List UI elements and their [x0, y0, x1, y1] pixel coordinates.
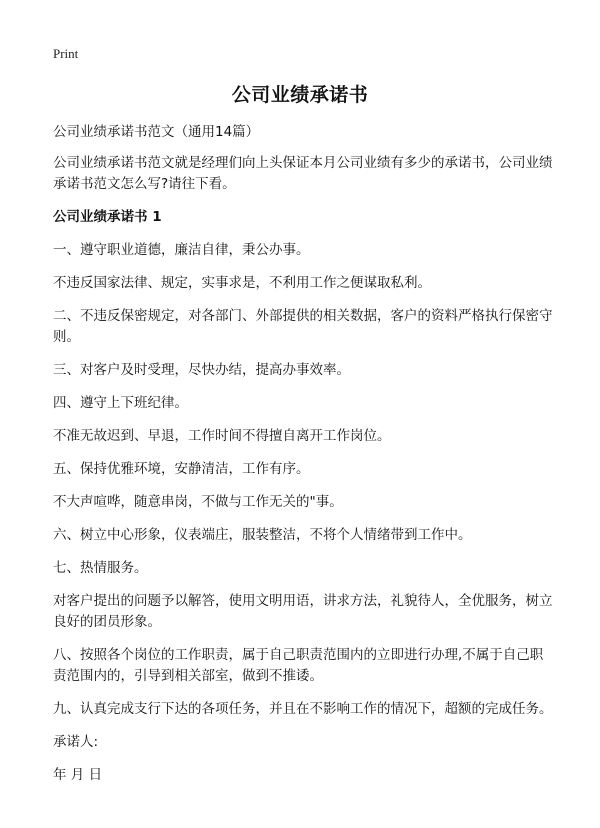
paragraph-13: 九、认真完成支行下达的各项任务，并且在不影响工作的情况下，超额的完成任务。 [53, 701, 553, 717]
document-title: 公司业绩承诺书 [231, 84, 369, 106]
paragraph-1: 一、遵守职业道德，廉洁自律，秉公办事。 [53, 242, 310, 258]
date-line: 年 月 日 [53, 767, 103, 783]
print-link[interactable]: Print [53, 46, 79, 61]
paragraph-7: 五、保持优雅环境，安静清洁，工作有序。 [53, 461, 310, 477]
paragraph-3: 二、不违反保密规定，对各部门、外部提供的相关数据，客户的资料严格执行保密守则。 [53, 308, 553, 345]
paragraph-10: 七、热情服务。 [53, 560, 148, 576]
document-subtitle: 公司业绩承诺书范文（通用14篇） [53, 124, 260, 140]
paragraph-6: 不准无故迟到、早退，工作时间不得擅自离开工作岗位。 [53, 428, 391, 444]
document-body [53, 122, 553, 798]
paragraph-4: 三、对客户及时受理，尽快办结，提高办事效率。 [53, 362, 350, 378]
paragraph-2: 不违反国家法律、规定，实事求是，不利用工作之便谋取私利。 [53, 275, 431, 291]
paragraph-12: 八、按照各个岗位的工作职责，属于自己职责范围内的立即进行办理,不属于自己职责范围内的，引导到相关部室，做到不推诿。 [53, 647, 544, 684]
intro-paragraph: 公司业绩承诺书范文就是经理们向上头保证本月公司业绩有多少的承诺书，公司业绩承诺书范文怎么写?请往下看。 [53, 155, 553, 192]
signer-label: 承诺人: [53, 734, 99, 750]
paragraph-8: 不大声喧哗，随意串岗，不做与工作无关的"事。 [53, 494, 343, 510]
paragraph-5: 四、遵守上下班纪律。 [53, 395, 188, 411]
section-heading: 公司业绩承诺书 1 [53, 209, 162, 225]
paragraph-11: 对客户提出的问题予以解答，使用文明用语，讲求方法，礼貌待人，全优服务，树立良好的团员形象。 [53, 593, 553, 630]
paragraph-9: 六、树立中心形象，仪表端庄，服装整洁，不将个人情绪带到工作中。 [53, 527, 472, 543]
